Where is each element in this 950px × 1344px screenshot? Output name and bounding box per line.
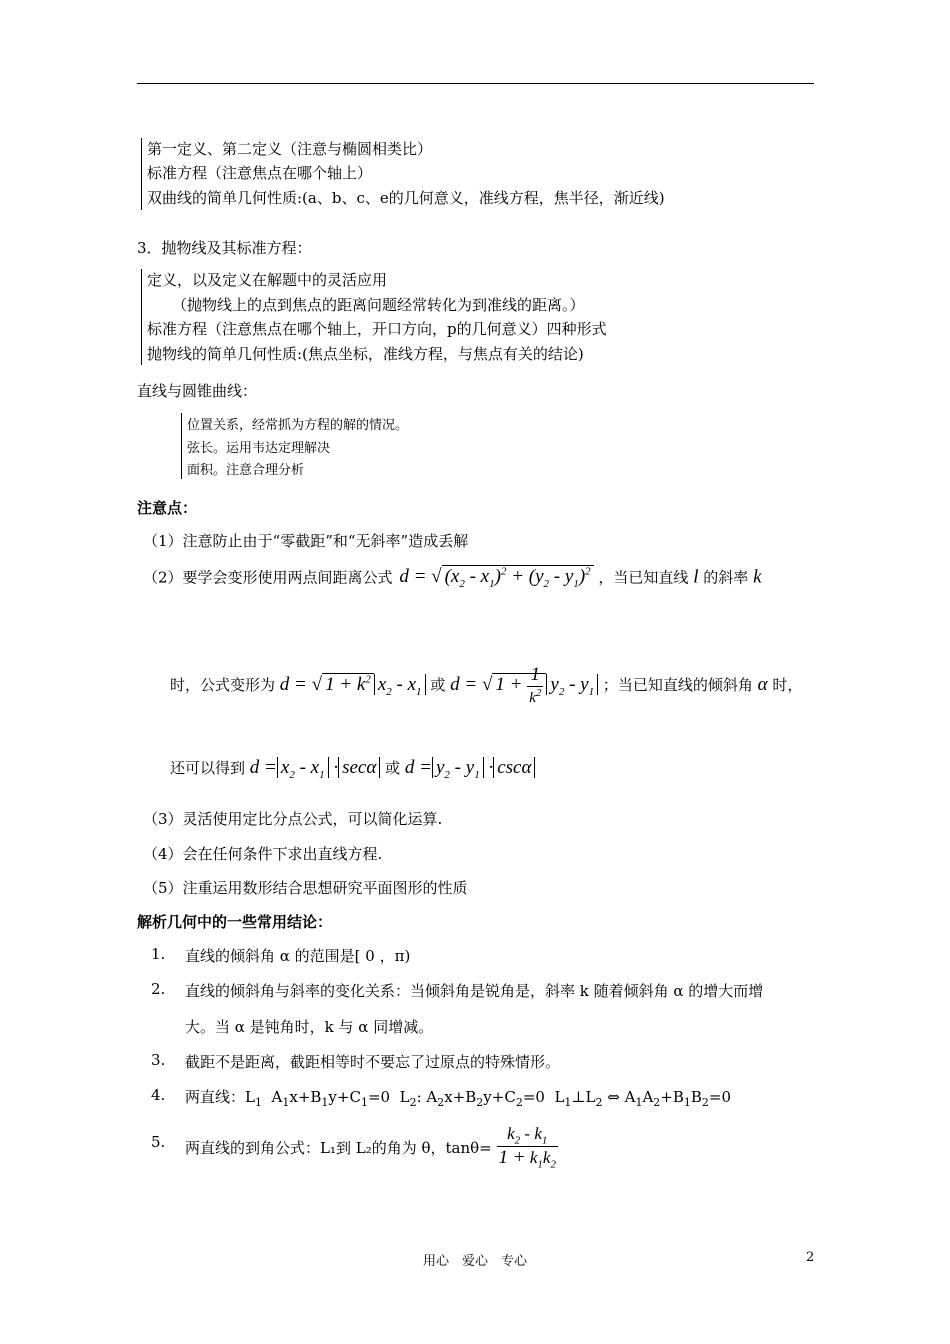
conclusion-item: 直线的倾斜角 α 的范围是[ 0 ，π) <box>185 947 411 965</box>
section-heading: 直线与圆锥曲线： <box>137 382 258 400</box>
notes-heading: 注意点： <box>137 499 198 517</box>
math-l: l <box>693 566 699 588</box>
conclusion-item <box>185 1124 558 1171</box>
conclusions-heading: 解析几何中的一些常用结论： <box>137 913 333 931</box>
list-number: 2. <box>151 980 166 998</box>
note-text: ，当已知直线 <box>598 568 689 587</box>
line-conic-item: 位置关系，经常抓为方程的解的情况。 <box>187 418 409 433</box>
hyperbola-item: 双曲线的简单几何性质:(a、b、c、e的几何意义，准线方程，焦半径，渐近线) <box>147 189 665 207</box>
page-number: 2 <box>806 1250 815 1265</box>
section-heading: 3．抛物线及其标准方程： <box>137 239 312 257</box>
list-number: 5. <box>151 1133 166 1151</box>
note-item <box>170 664 802 707</box>
note-item: （3）灵活使用定比分点公式，可以简化运算. <box>143 810 443 828</box>
note-text: 时，公式变形为 <box>170 675 276 694</box>
note-text: 的斜率 <box>703 568 749 587</box>
note-text: 两直线： <box>185 1088 246 1106</box>
conclusion-item <box>185 1086 731 1109</box>
formula-angle-y: $d = y_2 - y_1 \cdot \csc\alpha$ <box>405 757 536 778</box>
line-conic-item: 面积。注意合理分析 <box>187 463 305 478</box>
conclusion-item: 直线的倾斜角与斜率的变化关系：当倾斜角是锐角是，斜率 k 随着倾斜角 α 的增大而增 <box>185 982 764 1000</box>
note-item: （4）会在任何条件下求出直线方程. <box>143 845 383 863</box>
note-item: （1）注意防止由于“零截距”和“无斜率”造成丢解 <box>143 532 469 550</box>
formula-angle-x: $d = x_2 - x_1 \cdot \sec\alpha$ <box>250 757 381 778</box>
note-text: 还可以得到 <box>170 759 246 777</box>
page-footer: 用心 爱心 专心 <box>422 1254 527 1269</box>
note-text: 两直线的到角公式：L₁到 L₂的角为 θ，tanθ= <box>185 1138 492 1157</box>
formula-slope: d = √ $1 + k^2$ $x_2 - x_1$ <box>280 673 426 695</box>
note-text: 或 <box>385 759 401 777</box>
hyperbola-item: 标准方程（注意焦点在哪个轴上） <box>147 164 373 182</box>
list-number: 1. <box>151 945 166 963</box>
note-item <box>143 566 762 590</box>
list-number: 4. <box>151 1086 166 1104</box>
math-alpha: α <box>757 673 768 695</box>
header-rule <box>137 83 814 84</box>
parabola-item: 定义，以及定义在解题中的灵活应用 <box>147 271 388 289</box>
list-number: 3. <box>151 1051 166 1069</box>
angle-formula: $\frac{k_2 - k_1}{1 + k_1k_2}$ <box>498 1124 556 1171</box>
note-item: （5）注重运用数形结合思想研究平面图形的性质 <box>143 879 468 897</box>
math-k: k <box>753 566 762 588</box>
distance-formula: d = √ $(x_2 - x_1)^2 + (y_2 - y_1)^2$ <box>399 566 593 587</box>
hyperbola-item: 第一定义、第二定义（注意与椭圆相类比） <box>147 140 433 158</box>
parabola-item: 标准方程（注意焦点在哪个轴上，开口方向，p的几何意义）四种形式 <box>147 320 607 338</box>
formula-slope-y: d = √ 1 + $\frac{1}{k^2}$ $y_2 - y_1$ <box>450 673 598 695</box>
note-text: 时， <box>772 675 803 694</box>
note-item <box>170 757 535 781</box>
conclusion-item: 截距不是距离，截距相等时不要忘了过原点的特殊情形。 <box>185 1053 561 1071</box>
perpendicular-formula: $L_1$ $A_1x+B_1y+C_1=0$ $L_2$: $A_2x+B_2y+C_2=0$ $L_1\perp L_2$ ⇔ $A_1A_2+B_1B_2=0$ <box>245 1088 732 1109</box>
note-text: （2）要学会变形使用两点间距离公式 <box>143 568 393 587</box>
parabola-item: 抛物线的简单几何性质:(焦点坐标，准线方程，与焦点有关的结论) <box>147 345 584 363</box>
line-conic-item: 弦长。运用韦达定理解决 <box>187 441 331 456</box>
note-text: ；当已知直线的倾斜角 <box>602 675 753 694</box>
note-text: 或 <box>430 675 446 694</box>
conclusion-item: 大。当 α 是钝角时，k 与 α 同增减。 <box>185 1018 434 1036</box>
parabola-item: （抛物线上的点到焦点的距离问题经常转化为到准线的距离。） <box>172 296 585 314</box>
